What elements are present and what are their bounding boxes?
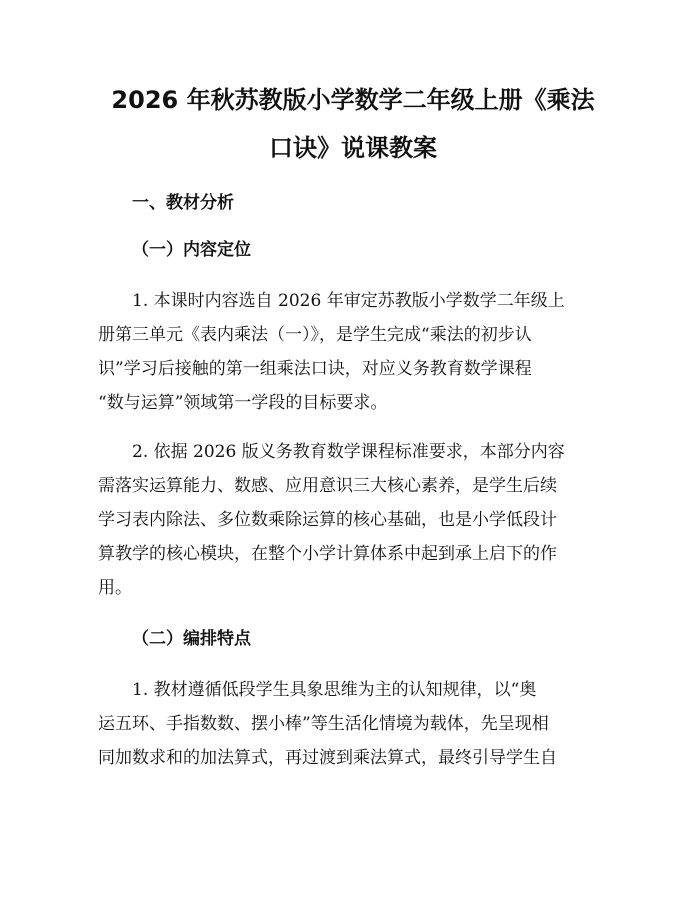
paragraph-line: 算教学的核心模块，在整个小学计算体系中起到承上启下的作 bbox=[98, 544, 557, 564]
section-heading-textbook-analysis: 一、教材分析 bbox=[132, 193, 234, 213]
paragraph-line: 学习表内除法、多位数乘除运算的核心基础，也是小学低段计 bbox=[98, 510, 557, 530]
paragraph-line: 识”学习后接触的第一组乘法口诀，对应义务教育数学课程 bbox=[98, 359, 532, 379]
paragraph-line: 册第三单元《表内乘法（一）》，是学生完成“乘法的初步认 bbox=[98, 325, 532, 345]
paragraph-content-positioning-1 bbox=[98, 284, 608, 420]
paragraph-content-positioning-2 bbox=[98, 435, 608, 605]
document-title-line-2: 口诀》说课教案 bbox=[269, 134, 437, 162]
paragraph-line: 2. 依据 2026 版义务教育数学课程标准要求，本部分内容 bbox=[132, 442, 565, 462]
paragraph-line: “数与运算”领域第一学段的目标要求。 bbox=[98, 393, 388, 413]
paragraph-layout-features-1 bbox=[98, 673, 608, 775]
paragraph-line: 需落实运算能力、数感、应用意识三大核心素养，是学生后续 bbox=[98, 476, 557, 496]
document-title-line-1: 2026 年秋苏教版小学数学二年级上册《乘法 bbox=[111, 86, 595, 114]
paragraph-line: 同加数求和的加法算式，再过渡到乘法算式，最终引导学生自 bbox=[98, 748, 557, 768]
paragraph-line: 1. 教材遵循低段学生具象思维为主的认知规律，以“奥 bbox=[132, 680, 537, 700]
paragraph-line: 1. 本课时内容选自 2026 年审定苏教版小学数学二年级上 bbox=[132, 291, 565, 311]
paragraph-line: 运五环、手指数数、摆小棒”等生活化情境为载体，先呈现相 bbox=[98, 714, 549, 734]
subsection-heading-content-positioning: （一）内容定位 bbox=[132, 240, 251, 260]
subsection-heading-layout-features: （二）编排特点 bbox=[132, 629, 251, 649]
paragraph-line: 用。 bbox=[98, 578, 132, 598]
